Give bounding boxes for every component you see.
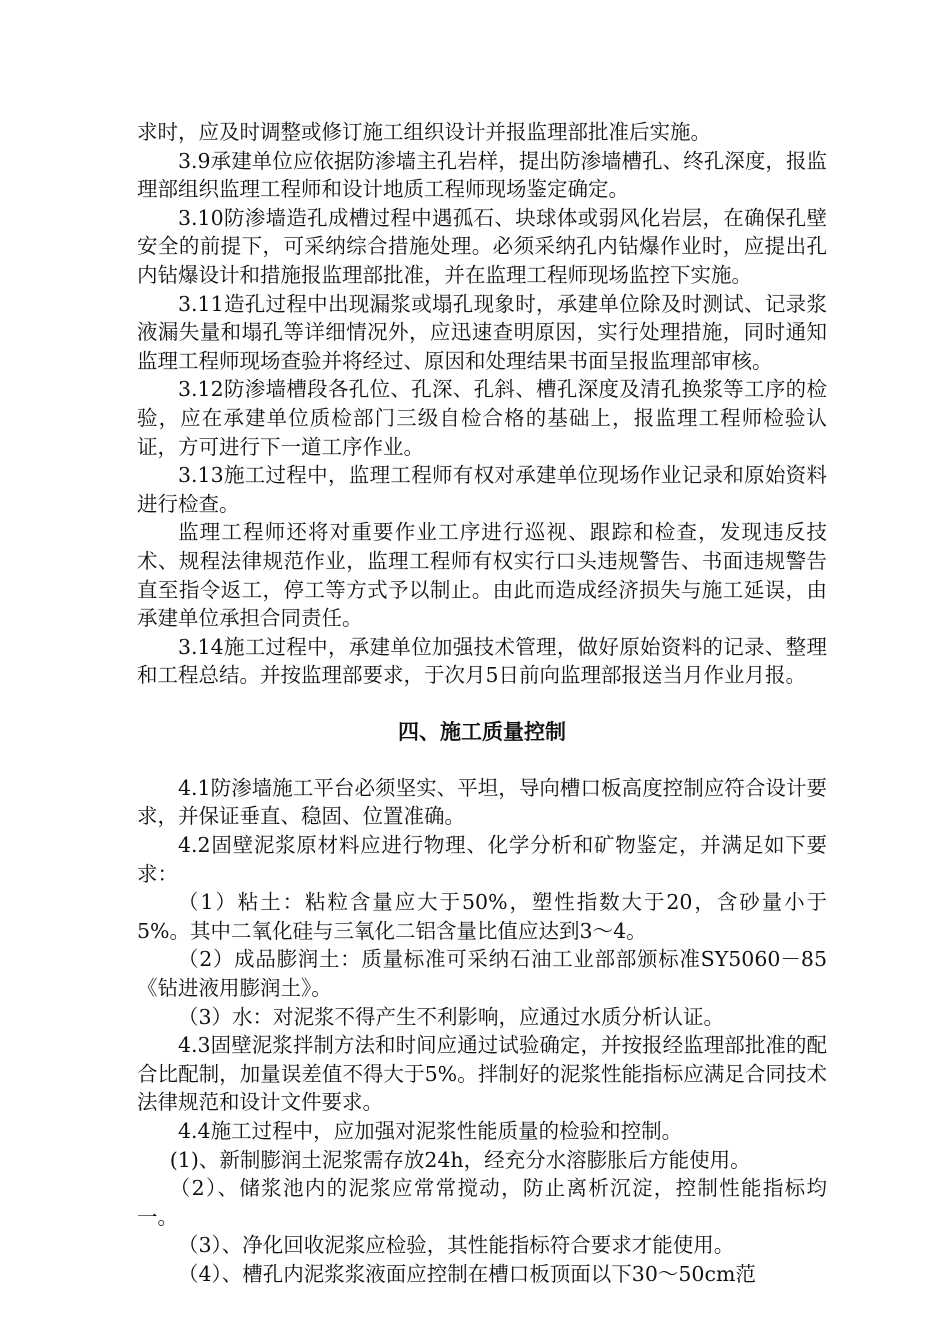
paragraph-4-4: 4.4施工过程中，应加强对泥浆性能质量的检验和控制。 xyxy=(178,1119,683,1143)
paragraphs-before xyxy=(137,118,827,690)
list-item-3: （3）、净化回收泥浆应检验，其性能指标符合要求才能使用。 xyxy=(178,1233,735,1258)
paragraph-3-9: 3.9承建单位应依据防渗墙主孔岩样，提出防渗墙槽孔、终孔深度，报监理部组织监理工程师和设计地质工程师现场鉴定确定。 xyxy=(137,148,827,202)
paragraph-4-3: 4.3固壁泥浆拌制方法和时间应通过试验确定，并按报经监理部批准的配合比配制，加量误差值不得大于5%。拌制好的泥浆性能指标应满足合同技术法律规范和设计文件要求。 xyxy=(137,1033,827,1115)
paragraph-3-12: 3.12防渗墙槽段各孔位、孔深、孔斜、槽孔深度及清孔换浆等工序的检验，应在承建单位质检部门三级自检合格的基础上，报监理工程师检验认证，方可进行下一道工序作业。 xyxy=(137,377,827,459)
section-heading: 四、施工质量控制 xyxy=(398,719,566,744)
paragraph-supervision: 监理工程师还将对重要作业工序进行巡视、跟踪和检查，发现违反技术、规程法律规范作业，监理工程师有权实行口头违规警告、书面违规警告直至指令返工，停工等方式予以制止。由此而造成经济损失与施工延误，由承建单位承担合同责任。 xyxy=(137,520,827,631)
list-item-water: （3）水：对泥浆不得产生不利影响，应通过水质分析认证。 xyxy=(178,1004,725,1029)
paragraph-3-14: 3.14施工过程中，承建单位加强技术管理，做好原始资料的记录、整理和工程总结。并按监理部要求，于次月5日前向监理部报送当月作业月报。 xyxy=(137,634,827,688)
paragraph: 求时，应及时调整或修订施工组织设计并报监理部批准后实施。 xyxy=(137,120,711,144)
paragraph-3-11: 3.11造孔过程中出现漏浆或塌孔现象时，承建单位除及时测试、记录浆液漏失量和塌孔等详细情况外，应迅速查明原因，实行处理措施，同时通知监理工程师现场查验并将经过、原因和处理结果书面呈报监理部审核。 xyxy=(137,291,827,373)
paragraph-4-1: 4.1防渗墙施工平台必须坚实、平坦，导向槽口板高度控制应符合设计要求，并保证垂直、稳固、位置准确。 xyxy=(137,775,827,829)
paragraphs-after xyxy=(137,774,827,1289)
list-item-4: （4）、槽孔内泥浆浆液面应控制在槽口板顶面以下30～50cm范 xyxy=(178,1261,756,1286)
list-item-2: （2）、储浆池内的泥浆应常常搅动，防止离析沉淀，控制性能指标均一。 xyxy=(137,1176,827,1229)
document-page xyxy=(137,118,827,1289)
list-item-1: (1)、新制膨润土泥浆需存放24h，经充分水溶膨胀后方能使用。 xyxy=(169,1147,751,1172)
paragraph-3-13: 3.13施工过程中，监理工程师有权对承建单位现场作业记录和原始资料进行检查。 xyxy=(137,463,827,516)
list-item-bentonite: （2）成品膨润土：质量标准可采纳石油工业部部颁标准SY5060－85《钻进液用膨润土》。 xyxy=(137,947,827,1001)
paragraph-4-2: 4.2固壁泥浆原材料应进行物理、化学分析和矿物鉴定，并满足如下要求： xyxy=(137,833,827,886)
list-item-clay: （1）粘土：粘粒含量应大于50%，塑性指数大于20，含砂量小于5%。其中二氧化硅与三氧化二铝含量比值应达到3～4。 xyxy=(137,890,827,943)
paragraph-3-10: 3.10防渗墙造孔成槽过程中遇孤石、块球体或弱风化岩层，在确保孔壁安全的前提下，可采纳综合措施处理。必须采纳孔内钻爆作业时，应提出孔内钻爆设计和措施报监理部批准，并在监理工程师现场监控下实施。 xyxy=(137,205,827,287)
